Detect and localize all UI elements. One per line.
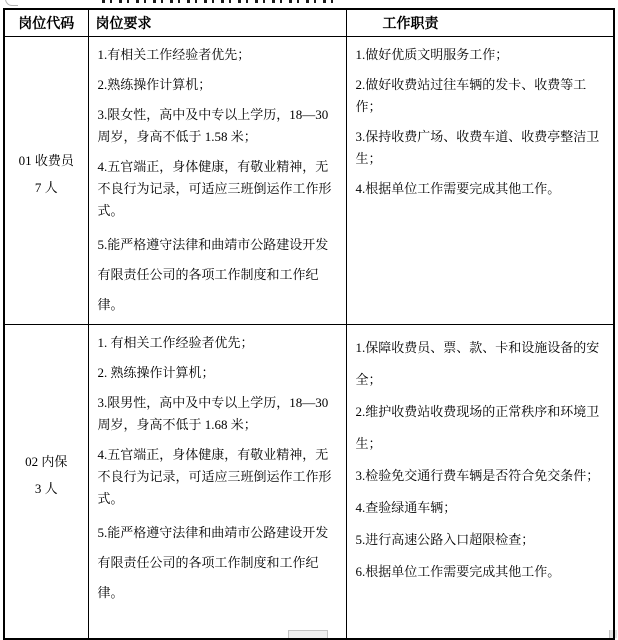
table-header-row	[4, 9, 614, 36]
duty-item: 1.做好优质文明服务工作；	[355, 46, 509, 62]
duty-item: 3.保持收费广场、收费车道、收费亭整洁卫生；	[355, 128, 600, 166]
requirement-item: 2. 熟练操作计算机；	[97, 364, 215, 380]
duty-item: 3.检验免交通行费车辆是否符合免交条件；	[355, 467, 600, 483]
position-code-line: 02 内保	[25, 453, 68, 469]
requirement-item: 5.能严格遵守法律和曲靖市公路建设开发有限责任公司的各项工作制度和工作纪律。	[97, 236, 329, 312]
requirement-item: 1.有相关工作经验者优先；	[97, 46, 251, 62]
duty-item: 6.根据单位工作需要完成其他工作。	[355, 563, 561, 579]
requirement-item: 3.限女性，高中及中专以上学历，18—30周岁，身高不低于 1.58 米；	[97, 106, 329, 144]
header-position-requirements: 岗位要求	[88, 9, 346, 36]
duty-item: 1.保障收费员、票、款、卡和设施设备的安全；	[355, 339, 600, 387]
requirements-cell	[88, 36, 346, 324]
requirements-cell	[88, 324, 346, 639]
job-positions-table	[3, 8, 615, 640]
clipped-text-remnant	[102, 0, 334, 3]
position-code-cell	[4, 36, 88, 324]
duty-item: 4.根据单位工作需要完成其他工作。	[355, 180, 561, 196]
duties-cell	[346, 324, 614, 639]
header-position-code: 岗位代码	[4, 9, 88, 36]
requirement-item: 4.五官端正，身体健康，有敬业精神，无不良行为记录，可适应三班倒运作工作形式。	[97, 158, 332, 218]
duty-item: 4.查验绿通车辆；	[355, 499, 457, 515]
position-headcount-line: 3 人	[34, 480, 58, 496]
position-code-cell	[4, 324, 88, 639]
requirement-item: 2.熟练操作计算机；	[97, 76, 212, 92]
requirement-item: 4.五官端正，身体健康，有敬业精神，无不良行为记录，可适应三班倒运作工作形式。	[97, 446, 332, 506]
duties-cell	[346, 36, 614, 324]
position-code-line: 01 收费员	[18, 152, 74, 168]
requirement-item: 5.能严格遵守法律和曲靖市公路建设开发有限责任公司的各项工作制度和工作纪律。	[97, 524, 329, 600]
header-job-duties: 工作职责	[346, 9, 614, 36]
duty-item: 2.做好收费站过往车辆的发卡、收费等工作；	[355, 76, 587, 114]
window-corner-artifact	[5, 0, 18, 6]
duty-item: 5.进行高速公路入口超限检查；	[355, 531, 535, 547]
requirement-item: 1. 有相关工作经验者优先；	[97, 334, 254, 350]
position-headcount-line: 7 人	[34, 179, 58, 195]
requirement-item: 3.限男性，高中及中专以上学历，18—30周岁，身高不低于 1.68 米；	[97, 394, 329, 432]
duty-item: 2.维护收费站收费现场的正常秩序和环境卫生；	[355, 403, 600, 451]
table-row-internal-security	[4, 324, 614, 639]
table-row-toll-collector	[4, 36, 614, 324]
